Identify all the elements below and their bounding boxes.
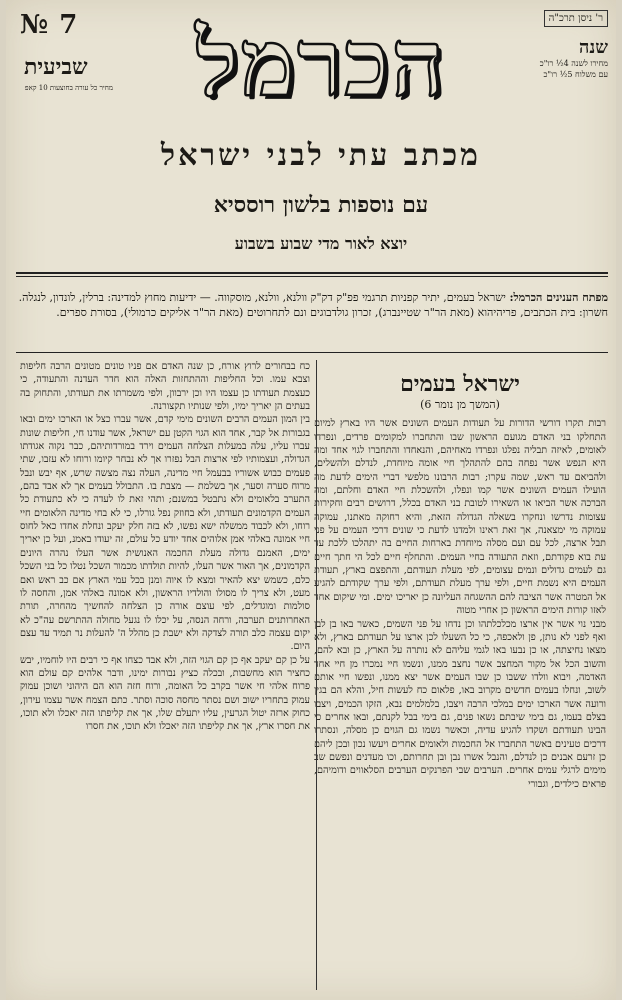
table-of-contents xyxy=(18,290,608,320)
article-paragraph: בין המון העמים הרבים השונים מימי קדם, אשר עברו כצל או הארכו ימים ובאו בגבורות אל קבר, אחד הוא הגוי הקטן עם ישראל, אשר עודנו חי, חליפות שונות עברו עליו, עלה במעלות הצלחה העמים וירד במורדותיהם, כבר נקוה אגודתו הגדולה, ועצמותיו לפי ארצות הבל נפזרו אך לא נבחר קיומו ורוחו לא עזבו, שתי פעמים כבוש אשוריו בבעמל חיי מדינה, העלה נצה מצשה שרש, אף יבש ונבל מרוח סערה וסער, אך בשלמת — מצבת בו. התבולל בעמים אך לא אבד בהם, התערב בלאומים ולא נתבטל במשנם; ותהי זאת לו לעדה כי לא כתעודת כל העמים הקדמונים תעודתו, ולא בחוזק נפל גורלו, כי לא בחי מדינה הלאומים חיי רוחו, ולא לכבוד ממשלה ישא נפשו, לא בזה חלק יעקב ונחלת אחדו כאל לחוס חיי אמונה באלהי אמן אלוהים אחד יודע כל עולם, זה יעודו באמנ, ועל כן יאריך ימים, האמנם גדולה מעלת החכמה האנושית אשר העלו נהרה היונים הקדמונים, אך האור אשר העלו, להיות תולדתו מכמור השכל נטלו כל בני השכל כלם, כשמש יצא להאיר ומצא לו איוה ומנן בכל עמי הארץ אם כב ראש ואם מעט, ולא צריך לו מסולו והולדיו הראשון, ולא אמונה באלהי אמן, והחסה לו סולמות ומוגדלים, לפי עוצם אורה כן הצלחה להחשיך מהחרה, תורת האחרותנים תערבה, ורחה הנסה, על יכלו לו נגעל מחולה ההתרשם עה"כ לא יקום עצמה כלב תורה לצדקה ולא ישבת כן מהלל ה' להעלות נר תמיד עד עצם היום. xyxy=(20,414,310,653)
issue-number: № 7 xyxy=(20,10,79,40)
toc-text: ישראל בעמים, יתיר קפניות תרגמי פפ"ק דק"ק וולנא, וולנא, מוסקווה. — ידיעות מחוץ למדינה: ברלין, לונדון, לנגלה. חשרון: בית הכתבים, פריהיהוא (מאת הר"ר שטיינברג), זכרון גולדבוגים ונם לתחרוטים (מאת הר"ר אליקים כרמולי), בסורת ספרים. xyxy=(18,291,608,319)
article-subtitle: (המשך מן נומר 6) xyxy=(420,398,500,411)
year-label: שנה xyxy=(579,37,608,58)
article-paragraph: כח בבחורים לרוץ אורח, כן שנה האדם אם פניו טונים מטונים הרבה חליפות וצבא עמו. וכל החליפות וההתחזות האלה הוא חדר העדנה והתעודה, כי כעצמת תעודתו כן עצמו היו וכן ירבוון, ולפי משמרתו את תעודתו, והתחוק בה בעתים הן יאריך ימיו, ולפי שנותיו תקצורנה. xyxy=(20,361,310,413)
toc-rule xyxy=(16,352,608,353)
toc-label: מפתח הענינים הכרמל: xyxy=(509,291,608,304)
article-paragraph: מבני נוי אשר אין ארצו מכלכלתהו וכן נדחו על פני השמים, כאשר באו בן לבן ואף לפני לא נותן, פן ולאכפה, כי כל השעלו לכן ארצו על תעודתם בארץ, ולא מצאו נחיצתה, או כן נבעו באו לגמי עליהם לא נותרה על הארץ, כן ובא להם, והשוב הכל אל מקור המחצב אשר נחצב ממנו, ונשמו חיי נמכרו מן חיי אחד האדמה, ויבוא וולדו ששבו כן שבו העמים אשר יצא ממנו, ונפשו חיי אותם לשוב, ונחלו בעמים חדשים מקרוב באו, פלאום כח לעשות חיל, והלא הם בגין ורועה אשר הארכו ימים במלכי הרבה ויצבו, בלמלמים נבא, הזקו הכמים, ויצבו בצלם בעמו, גם בימי שיבתם נשאו פנים, גם בימי בבל לקנתם, ובאו אחרים כי הבינו תעודתם ושקדו להגיע עדיה, וכאשר נשמו גם הגוים כן מסלה, ונסתרו דרכים טעינים באשר התחברו אל החכמות ולאומים אחרים ויעשו נכון ובכן ליהם כן זרעם אבנים כן לנדלם, והנבל אשרו נבן ובן תחרותם, וכו מעדנים ונפשם שב מימים לרגלי עמים אחרים. הערבים שבי הפרנקים הערבים הסלאווים ודומיהם, פראים כילדים, וגבורי xyxy=(314,618,606,790)
newspaper-page xyxy=(6,0,616,1000)
issue-box xyxy=(20,10,112,92)
masthead-rule xyxy=(16,272,608,277)
postage-price: עם משלוח 5½ רו"כ xyxy=(543,70,608,79)
supplement-line: עם נוספות בלשון רוססיא xyxy=(213,192,429,218)
article-column-right xyxy=(314,360,606,791)
article-title: ישראל בעמים xyxy=(400,371,520,397)
masthead-title xyxy=(126,8,516,118)
annual-price: מחירו לשנה 4½ רו"כ xyxy=(539,59,608,68)
newspaper-name: הכרמל xyxy=(195,9,447,117)
single-issue-price: מחיר כל עורה בחוצעות 10 קאפ xyxy=(24,84,114,92)
volume-label: שביעית xyxy=(24,54,88,80)
article-paragraph: רבות תקרו דורשי הדורות על תעודות העמים השונים אשר היו בארץ למיום התחלקו בני האדם מגועם הראשון שבו והתחברו למקומים פרדים, ונפרדו לאומים, לאיזה תבליה נפלגו ונפרדו מאחיהם, והנאחדו והתחברו לגוי אחד ומה היא הנפש אשר נפחה בהם להתהלך חיי אומה מיוחדת, לנדלם ולהשלים, ולהביאם עד ראש, שמה עקרו; רבות הרבונו מלפשי דברי הימים לדעת מה הועילו העמים השונים אשר קמו ונפלו, ולהשכלת חיי האדם וחלתם, ומה הברכה אשר הביאו או השאירו לטובת בני האדם בכלל, דרושים רבים וחקירות עצומות נדרשו ונחקרו בשאלה הגדולה הזאת, והיא רחוקה מאתנו, עמוקה עמוקה מי ימצאנה, אך זאת ראינו ולמדנו לדעת כי שונים דרכי העמים על פני תבל ארצה, לכל עם ועם מסלה מיוחדת בארחות החיים בה יתהלכו ללכת עד עת בוא פקודתם, וזאת התעודה בחיי העמים. והתחלף חיים לכל הי חתך חיים גם לעמים גדולים ונמים עצומים, לפי מעלת תעודתם, והתפצם בארץ, תעודת העמים היא נשמת חיים, ולפי ערך מעלת תעודתם, ולפי ערך שקודתם להגיע אל המטרה אשר הציבה להם ההשגחה העליונה כן יאריכו ימים. ומי שיקום אחד לאזו קורות הימים הראשון כן אחרי מטוה xyxy=(314,418,606,617)
issue-date: ר' ניסן תרכ"ה xyxy=(544,10,608,27)
article-paragraph: על כן קם יעקב אף כן קם הגוי הזה, ולא אבד כצחו אף כי רבים היו לוחמיו, יבש כחציר הוא מחשבות, ובכלה כציץ נבורות ימינו, ודבר אלהים קם עולם הוא פרוח אלהי חי אשר בקרב כל האומה, ורוח חזה הוא הם היהוני ושוכן עמוק עמוק בתחריו ישוב ושם נסתר מחסה סוכה וסתר. כתם הצמח אשר עצמו עירון, כחוק ארזה יטול הגרעין, עליו יתעלם שלו, אך את קליפתו הזה יאכלו ולא תוכו, את חסרו ארץ, אך את קליפתו הזה יאכלו ולא תוכו, את חסרו xyxy=(20,654,310,733)
column-divider xyxy=(316,360,317,990)
article-column-left xyxy=(20,360,310,734)
frequency-line: יוצא לאור מדי שבוע בשבוע xyxy=(234,234,408,253)
masthead-subtitle: מכתב עתי לבני ישראל xyxy=(161,138,481,173)
